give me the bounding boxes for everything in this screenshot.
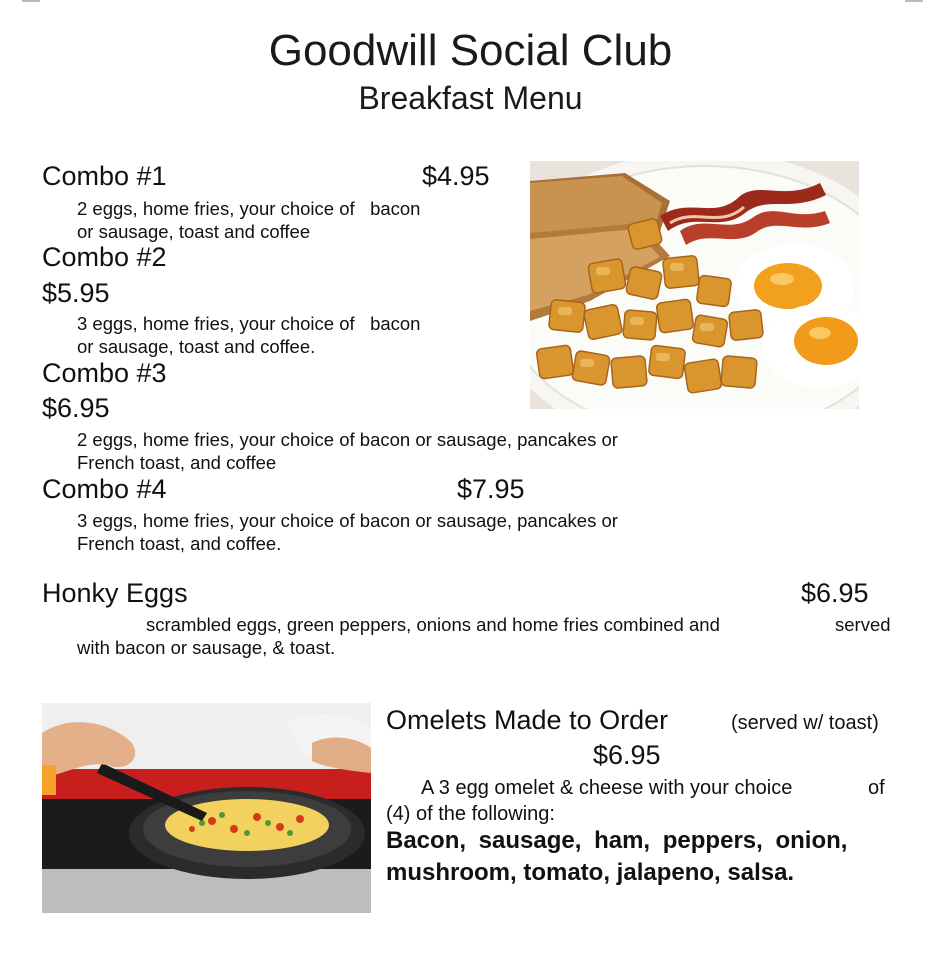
honky-eggs-desc-line2: with bacon or sausage, & toast. (77, 637, 336, 658)
combo-3-desc-line2: French toast, and coffee (77, 452, 277, 473)
omelet-pan-photo (42, 703, 371, 913)
breakfast-plate-photo (530, 161, 859, 409)
combo-1-desc-line2: or sausage, toast and coffee (77, 221, 311, 242)
omelet-pan-illustration (42, 703, 371, 913)
page-corner-mark-right (905, 0, 923, 2)
combo-1-price: $4.95 (422, 161, 490, 191)
combo-1-name: Combo #1 (42, 161, 167, 191)
omelet-desc-line2: (4) of the following: (386, 803, 555, 825)
honky-eggs-price: $6.95 (801, 578, 869, 608)
combo-4-desc-line1: 3 eggs, home fries, your choice of bacon or sausage, pancakes or (77, 510, 618, 531)
combo-2-desc-line2: or sausage, toast and coffee. (77, 336, 316, 357)
combo-3-desc-line1: 2 eggs, home fries, your choice of bacon or sausage, pancakes or (77, 429, 618, 450)
combo-4-desc-line2: French toast, and coffee. (77, 533, 282, 554)
omelet-options-line2: mushroom, tomato, jalapeno, salsa. (386, 859, 795, 886)
combo-3-price: $6.95 (42, 393, 110, 423)
honky-eggs-desc-served: served (835, 614, 891, 635)
combo-4-price: $7.95 (457, 474, 525, 504)
breakfast-plate-illustration (530, 161, 859, 409)
honky-eggs-desc-line1: scrambled eggs, green peppers, onions and home fries combined and (146, 614, 720, 635)
menu-subtitle: Breakfast Menu (358, 80, 583, 116)
omelet-note: (served w/ toast) (731, 712, 879, 734)
combo-3-name: Combo #3 (42, 358, 167, 388)
combo-4-name: Combo #4 (42, 474, 167, 504)
page-corner-mark-left (22, 0, 40, 2)
omelet-price: $6.95 (593, 740, 661, 770)
omelet-desc-of: of (868, 777, 885, 799)
menu-title: Goodwill Social Club (268, 26, 673, 75)
combo-2-name: Combo #2 (42, 242, 167, 272)
combo-2-desc-line1: 3 eggs, home fries, your choice of bacon (77, 313, 421, 334)
omelet-desc-line1: A 3 egg omelet & cheese with your choice (421, 777, 793, 799)
honky-eggs-name: Honky Eggs (42, 578, 188, 608)
omelet-name: Omelets Made to Order (386, 705, 669, 735)
combo-2-price: $5.95 (42, 278, 110, 308)
omelet-options-line1: Bacon, sausage, ham, peppers, onion, (386, 827, 848, 854)
combo-1-desc-line1: 2 eggs, home fries, your choice of bacon (77, 198, 421, 219)
